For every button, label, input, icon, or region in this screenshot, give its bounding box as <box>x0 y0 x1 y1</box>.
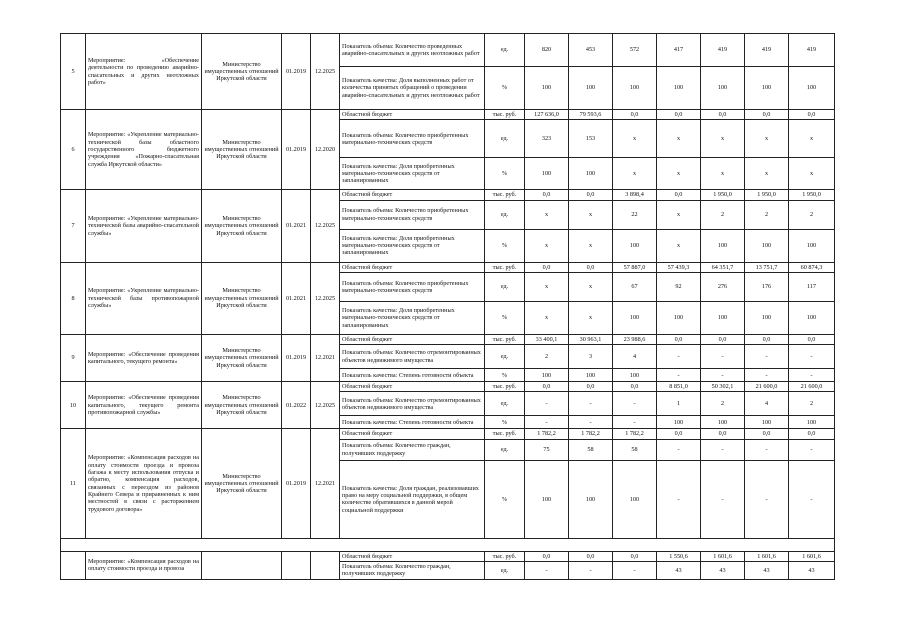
table-row <box>61 551 835 561</box>
value-cell: х <box>745 120 789 158</box>
table-row <box>61 429 835 439</box>
value-cell: 100 <box>525 369 569 382</box>
executor-cell: Министерство имущественных отношений Иркутской области <box>202 190 282 262</box>
value-cell: 419 <box>701 34 745 67</box>
value-cell: 100 <box>745 301 789 334</box>
value-cell: 100 <box>789 229 835 262</box>
value-cell: 100 <box>613 301 657 334</box>
value-cell: 100 <box>745 416 789 429</box>
value-cell: 0,0 <box>657 110 701 120</box>
value-cell: 100 <box>745 67 789 110</box>
end-date: 12.2025 <box>311 190 340 262</box>
value-cell: 2 <box>789 392 835 416</box>
measure-title: Мероприятие: «Компенсация расходов на оплату стоимости проезда и провоза багажа к месту использования отпуска и обратно, компенсация расходов, связанных с переездом из районов Крайнего Севера и приравненных к ним местностей в связи с расторжением трудового договора» <box>86 429 202 538</box>
unit-cell: ед. <box>485 272 525 301</box>
executor-cell: Министерство имущественных отношений Иркутской области <box>202 429 282 538</box>
measure-title: Мероприятие: «Укрепление материально-технической базы противопожарной службы» <box>86 262 202 334</box>
value-cell: 0,0 <box>613 110 657 120</box>
value-cell: 2 <box>525 345 569 369</box>
executor-cell <box>202 551 282 579</box>
value-cell: 100 <box>789 301 835 334</box>
value-cell: - <box>789 345 835 369</box>
value-cell: 2 <box>701 392 745 416</box>
value-cell: 1 782,2 <box>569 429 613 439</box>
value-cell: 0,0 <box>525 262 569 272</box>
value-cell: 0,0 <box>701 110 745 120</box>
value-cell: - <box>789 369 835 382</box>
indicator-cell: Показатель объема: Количество граждан, получивших поддержку <box>340 562 485 580</box>
unit-cell: ед. <box>485 34 525 67</box>
unit-cell: тыс. руб. <box>485 429 525 439</box>
indicator-cell: Показатель качества: Степень готовности объекта <box>340 416 485 429</box>
value-cell: 0,0 <box>525 190 569 200</box>
unit-cell: тыс. руб. <box>485 551 525 561</box>
value-cell: 1 601,6 <box>701 551 745 561</box>
indicator-cell: Областной бюджет <box>340 334 485 344</box>
start-date: 01.2021 <box>282 190 311 262</box>
end-date: 12.2025 <box>311 382 340 429</box>
value-cell: 0,0 <box>569 262 613 272</box>
value-cell: 23 988,6 <box>613 334 657 344</box>
value-cell: - <box>657 345 701 369</box>
unit-cell: % <box>485 416 525 429</box>
row-number: 6 <box>61 110 86 190</box>
value-cell: 1 601,6 <box>789 551 835 561</box>
value-cell: 1 601,6 <box>745 551 789 561</box>
value-cell: 1 782,2 <box>525 429 569 439</box>
value-cell: 64 351,7 <box>701 262 745 272</box>
start-date: 01.2022 <box>282 382 311 429</box>
indicator-cell: Показатель качества: Степень готовности объекта <box>340 369 485 382</box>
start-date: 01.2021 <box>282 262 311 334</box>
indicator-cell: Областной бюджет <box>340 429 485 439</box>
table-row <box>61 382 835 392</box>
unit-cell: тыс. руб. <box>485 190 525 200</box>
value-cell: - <box>525 416 569 429</box>
value-cell: 67 <box>613 272 657 301</box>
value-cell: - <box>701 369 745 382</box>
value-cell: 0,0 <box>569 190 613 200</box>
indicator-cell: Показатель объема: Количество отремонтированных объектов недвижимого имущества <box>340 345 485 369</box>
value-cell: 419 <box>745 34 789 67</box>
start-date: 01.2019 <box>282 334 311 381</box>
indicator-cell: Областной бюджет <box>340 110 485 120</box>
table-row <box>61 110 835 120</box>
executor-cell: Министерство имущественных отношений Иркутской области <box>202 262 282 334</box>
indicator-cell: Показатель качества: Доля приобретенных материально-технических средств от запланированных <box>340 229 485 262</box>
value-cell: 2 <box>789 200 835 229</box>
unit-cell: % <box>485 158 525 190</box>
executor-cell: Министерство имущественных отношений Иркутской области <box>202 382 282 429</box>
value-cell: 0,0 <box>745 429 789 439</box>
end-date <box>311 551 340 579</box>
indicator-cell: Показатель качества: Доля приобретенных материально-технических средств от запланированных <box>340 158 485 190</box>
value-cell: 100 <box>745 229 789 262</box>
value-cell: 100 <box>613 369 657 382</box>
value-cell: - <box>657 460 701 538</box>
table-row <box>61 262 835 272</box>
row-number: 9 <box>61 334 86 381</box>
value-cell: - <box>657 439 701 460</box>
value-cell: 100 <box>569 369 613 382</box>
value-cell: 100 <box>701 67 745 110</box>
value-cell: 58 <box>569 439 613 460</box>
unit-cell: ед. <box>485 392 525 416</box>
start-date: 01.2019 <box>282 34 311 110</box>
value-cell: - <box>789 460 835 538</box>
value-cell: 276 <box>701 272 745 301</box>
value-cell: 75 <box>525 439 569 460</box>
value-cell: х <box>525 272 569 301</box>
value-cell: х <box>789 158 835 190</box>
unit-cell: ед. <box>485 562 525 580</box>
value-cell: х <box>701 158 745 190</box>
indicator-cell: Показатель качества: Доля граждан, реализовавших право на меру социальной поддержки, в общем количестве обратившихся в данной мерой социальной поддержки <box>340 460 485 538</box>
unit-cell: ед. <box>485 200 525 229</box>
value-cell: 0,0 <box>789 334 835 344</box>
value-cell: 57 439,3 <box>657 262 701 272</box>
value-cell: - <box>569 416 613 429</box>
value-cell: х <box>745 158 789 190</box>
value-cell: 13 751,7 <box>745 262 789 272</box>
unit-cell: % <box>485 369 525 382</box>
unit-cell: ед. <box>485 439 525 460</box>
value-cell: 0,0 <box>613 551 657 561</box>
unit-cell: тыс. руб. <box>485 382 525 392</box>
value-cell: 0,0 <box>613 382 657 392</box>
unit-cell: тыс. руб. <box>485 110 525 120</box>
value-cell: 153 <box>569 120 613 158</box>
value-cell: 100 <box>657 67 701 110</box>
value-cell: 572 <box>613 34 657 67</box>
value-cell: 0,0 <box>789 429 835 439</box>
value-cell: 43 <box>701 562 745 580</box>
unit-cell: % <box>485 460 525 538</box>
value-cell: 0,0 <box>657 429 701 439</box>
end-date: 12.2021 <box>311 429 340 538</box>
value-cell: 58 <box>613 439 657 460</box>
value-cell: 820 <box>525 34 569 67</box>
value-cell: х <box>657 120 701 158</box>
row-number <box>61 551 86 579</box>
value-cell: х <box>525 229 569 262</box>
measure-title: Мероприятие: «Компенсация расходов на оплату стоимости проезда и провоза <box>86 551 202 579</box>
indicator-cell: Показатель объема: Количество приобретенных материально-технических средств <box>340 200 485 229</box>
value-cell: х <box>613 120 657 158</box>
value-cell: 127 636,0 <box>525 110 569 120</box>
value-cell: 0,0 <box>657 190 701 200</box>
value-cell: 1 550,6 <box>657 551 701 561</box>
value-cell: 100 <box>701 301 745 334</box>
unit-cell: тыс. руб. <box>485 334 525 344</box>
value-cell: х <box>569 229 613 262</box>
indicator-cell: Показатель объема: Количество отремонтированных объектов недвижимого имущества <box>340 392 485 416</box>
value-cell: 0,0 <box>789 110 835 120</box>
start-date <box>282 551 311 579</box>
measure-title: Мероприятие: «Обеспечение проведения капитального, текущего ремонта противопожарной службы» <box>86 382 202 429</box>
value-cell: 0,0 <box>701 429 745 439</box>
value-cell: х <box>569 272 613 301</box>
value-cell: 100 <box>525 158 569 190</box>
indicator-cell: Показатель объема: Количество проведенных аварийно-спасательных и других неотложных работ <box>340 34 485 67</box>
value-cell: 8 851,0 <box>657 382 701 392</box>
unit-cell: % <box>485 229 525 262</box>
value-cell: 323 <box>525 120 569 158</box>
indicator-cell: Областной бюджет <box>340 190 485 200</box>
value-cell: 4 <box>745 392 789 416</box>
indicator-cell: Областной бюджет <box>340 262 485 272</box>
value-cell: 100 <box>569 158 613 190</box>
value-cell: 100 <box>613 67 657 110</box>
value-cell: 0,0 <box>525 382 569 392</box>
indicator-cell: Показатель объема: Количество приобретенных материально-технических средств <box>340 272 485 301</box>
value-cell: 100 <box>701 416 745 429</box>
value-cell: 43 <box>745 562 789 580</box>
indicator-cell: Областной бюджет <box>340 382 485 392</box>
value-cell: 100 <box>657 301 701 334</box>
value-cell: 79 593,6 <box>569 110 613 120</box>
value-cell: 57 887,0 <box>613 262 657 272</box>
value-cell: - <box>613 416 657 429</box>
value-cell: 0,0 <box>701 334 745 344</box>
value-cell: - <box>745 460 789 538</box>
value-cell: х <box>789 120 835 158</box>
value-cell: 1 782,2 <box>613 429 657 439</box>
value-cell: х <box>613 158 657 190</box>
value-cell: 100 <box>613 460 657 538</box>
unit-cell: тыс. руб. <box>485 262 525 272</box>
value-cell: - <box>525 562 569 580</box>
measure-title: Мероприятие: «Обеспечение деятельности по проведению аварийно-спасательных и других неотложных работ» <box>86 34 202 110</box>
indicator-cell: Показатель объема: Количество приобретенных материально-технических средств <box>340 120 485 158</box>
value-cell: 0,0 <box>569 551 613 561</box>
value-cell: 100 <box>789 416 835 429</box>
value-cell: 0,0 <box>745 334 789 344</box>
indicator-cell: Показатель качества: Доля приобретенных материально-технических средств от запланированных <box>340 301 485 334</box>
end-date: 12.2020 <box>311 110 340 190</box>
value-cell: - <box>613 392 657 416</box>
measure-title: Мероприятие: «Укрепление материально-технической базы областного государственного бюджетного учреждения «Пожарно-спасательная служба Иркутской области» <box>86 110 202 190</box>
value-cell: х <box>569 301 613 334</box>
value-cell: х <box>657 200 701 229</box>
value-cell: - <box>745 345 789 369</box>
indicator-cell: Показатель качества: Доля выполненных работ от количества принятых обращений о проведении аварийно-спасательных и других неотложных работ <box>340 67 485 110</box>
value-cell: 43 <box>657 562 701 580</box>
value-cell: 0,0 <box>657 334 701 344</box>
value-cell: - <box>745 439 789 460</box>
row-number: 8 <box>61 262 86 334</box>
program-measures-table <box>60 33 835 580</box>
value-cell: 92 <box>657 272 701 301</box>
table-row <box>61 190 835 200</box>
value-cell: 100 <box>569 460 613 538</box>
row-number: 10 <box>61 382 86 429</box>
unit-cell: ед. <box>485 120 525 158</box>
value-cell: 100 <box>569 67 613 110</box>
unit-cell: ед. <box>485 345 525 369</box>
value-cell: 100 <box>701 229 745 262</box>
value-cell: - <box>701 345 745 369</box>
value-cell: 419 <box>789 34 835 67</box>
value-cell: - <box>745 369 789 382</box>
value-cell: 1 950,0 <box>789 190 835 200</box>
start-date: 01.2019 <box>282 110 311 190</box>
value-cell: 1 950,0 <box>745 190 789 200</box>
value-cell: 453 <box>569 34 613 67</box>
value-cell: 33 400,1 <box>525 334 569 344</box>
value-cell: 100 <box>525 67 569 110</box>
value-cell: - <box>569 392 613 416</box>
value-cell: 100 <box>525 460 569 538</box>
measure-title: Мероприятие: «Укрепление материально-технической базы аварийно-спасательной службы» <box>86 190 202 262</box>
value-cell: 176 <box>745 272 789 301</box>
table-row <box>61 34 835 67</box>
value-cell: 3 898,4 <box>613 190 657 200</box>
value-cell: - <box>701 460 745 538</box>
table-row <box>61 334 835 344</box>
value-cell: х <box>525 301 569 334</box>
value-cell: 21 600,0 <box>789 382 835 392</box>
end-date: 12.2025 <box>311 262 340 334</box>
value-cell: 0,0 <box>525 551 569 561</box>
row-number: 5 <box>61 34 86 110</box>
value-cell: 100 <box>657 416 701 429</box>
row-number: 7 <box>61 190 86 262</box>
value-cell: - <box>613 562 657 580</box>
value-cell: 50 302,1 <box>701 382 745 392</box>
indicator-cell: Показатель объема: Количество граждан, получивших поддержку <box>340 439 485 460</box>
value-cell: 2 <box>701 200 745 229</box>
value-cell: 1 950,0 <box>701 190 745 200</box>
value-cell: - <box>789 439 835 460</box>
executor-cell: Министерство имущественных отношений Иркутской области <box>202 34 282 110</box>
value-cell: 1 <box>657 392 701 416</box>
value-cell: - <box>701 439 745 460</box>
value-cell: х <box>701 120 745 158</box>
value-cell: 100 <box>613 229 657 262</box>
value-cell: х <box>657 158 701 190</box>
value-cell: 3 <box>569 345 613 369</box>
start-date: 01.2019 <box>282 429 311 538</box>
value-cell: 117 <box>789 272 835 301</box>
indicator-cell: Областной бюджет <box>340 551 485 561</box>
value-cell: 30 963,1 <box>569 334 613 344</box>
value-cell: - <box>525 392 569 416</box>
value-cell: 0,0 <box>569 382 613 392</box>
executor-cell: Министерство имущественных отношений Иркутской области <box>202 110 282 190</box>
unit-cell: % <box>485 67 525 110</box>
value-cell: х <box>569 200 613 229</box>
measure-title: Мероприятие: «Обеспечение проведения капитального, текущего ремонта» <box>86 334 202 381</box>
row-number: 11 <box>61 429 86 538</box>
value-cell: х <box>657 229 701 262</box>
value-cell: - <box>657 369 701 382</box>
end-date: 12.2021 <box>311 334 340 381</box>
value-cell: 43 <box>789 562 835 580</box>
end-date: 12.2025 <box>311 34 340 110</box>
value-cell: 22 <box>613 200 657 229</box>
value-cell: 417 <box>657 34 701 67</box>
value-cell: 2 <box>745 200 789 229</box>
value-cell: 21 600,0 <box>745 382 789 392</box>
value-cell: - <box>569 562 613 580</box>
value-cell: 0,0 <box>745 110 789 120</box>
value-cell: 60 874,3 <box>789 262 835 272</box>
value-cell: х <box>525 200 569 229</box>
executor-cell: Министерство имущественных отношений Иркутской области <box>202 334 282 381</box>
value-cell: 100 <box>789 67 835 110</box>
unit-cell: % <box>485 301 525 334</box>
value-cell: 4 <box>613 345 657 369</box>
